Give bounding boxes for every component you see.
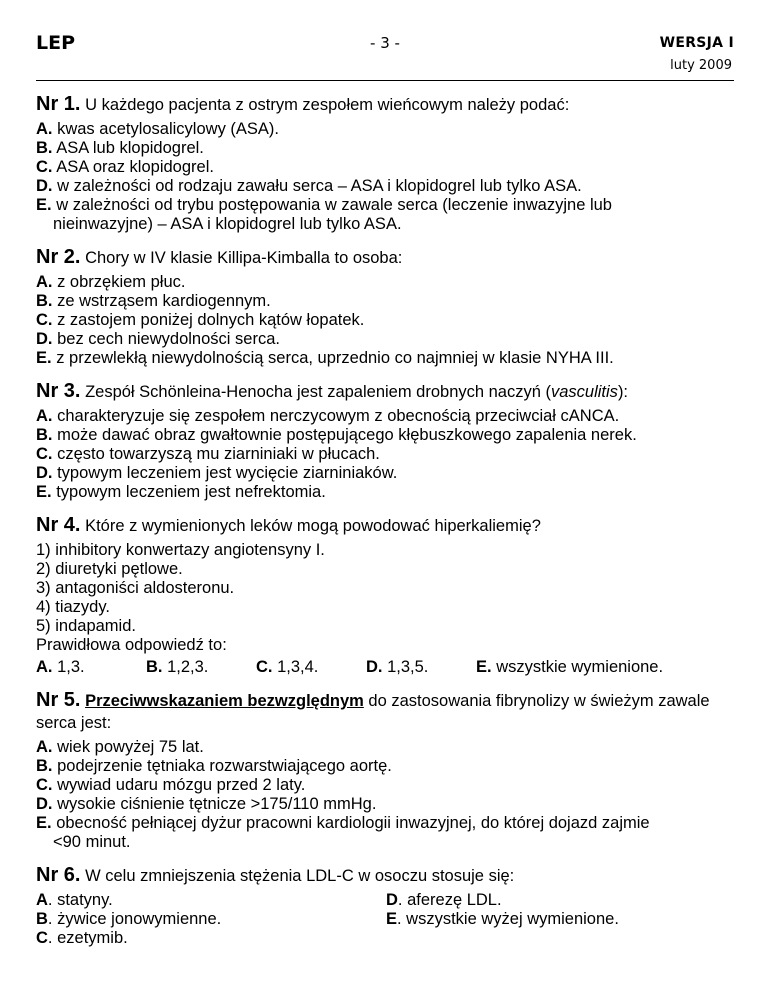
option-d: D. bez cech niewydolności serca. [36, 330, 280, 348]
question-text: do zastosowania fibrynolizy w świeżym zawale serca jest: [36, 692, 710, 732]
question-text: Chory w IV klasie Killipa-Kimballa to osoba: [85, 249, 403, 267]
option-d: D. wysokie ciśnienie tętnicze >175/110 mmHg. [36, 795, 377, 813]
option-e-continued: <90 minut. [53, 833, 131, 851]
option-e: E. w zależności od trybu postępowania w zawale serca (leczenie inwazyjne lub [36, 196, 612, 214]
list-item: 2) diuretyki pętlowe. [36, 560, 183, 578]
exam-code: LEP [36, 32, 76, 54]
answer-row [36, 657, 734, 677]
option-c: C. ezetymib. [36, 929, 128, 947]
answer-d: D. 1,3,5. [366, 658, 429, 676]
page-number: - 3 - [370, 34, 400, 52]
question-number: Nr 2. [36, 246, 81, 268]
question-1 [36, 93, 734, 234]
option-d: D. aferezę LDL. [386, 891, 502, 909]
option-b: B. żywice jonowymienne. [36, 910, 222, 928]
option-a: A. wiek powyżej 75 lat. [36, 738, 204, 756]
question-4 [36, 514, 734, 677]
question-number: Nr 5. [36, 689, 81, 711]
option-c: C. wywiad udaru mózgu przed 2 laty. [36, 776, 306, 794]
version-label: WERSJA I [659, 35, 734, 51]
answer-prompt: Prawidłowa odpowiedź to: [36, 636, 227, 654]
answer-e: E. wszystkie wymienione. [476, 658, 664, 676]
question-number: Nr 3. [36, 380, 81, 402]
question-text: Które z wymienionych leków mogą powodować hiperkaliemię? [85, 517, 541, 535]
option-e: E. typowym leczeniem jest nefrektomia. [36, 483, 326, 501]
option-b: B. ASA lub klopidogrel. [36, 139, 204, 157]
option-d: D. w zależności od rodzaju zawału serca – ASA i klopidogrel lub tylko ASA. [36, 177, 582, 195]
question-text: W celu zmniejszenia stężenia LDL-C w osoczu stosuje się: [85, 867, 515, 885]
answer-b: B. 1,2,3. [146, 658, 209, 676]
option-a: A. z obrzękiem płuc. [36, 273, 186, 291]
exam-date: luty 2009 [670, 58, 732, 73]
question-3 [36, 380, 734, 502]
question-6 [36, 864, 734, 948]
question-text: U każdego pacjenta z ostrym zespołem wieńcowym należy podać: [85, 96, 570, 114]
emphasis-text: Przeciwwskazaniem bezwzględnym [85, 692, 364, 710]
list-item: 3) antagoniści aldosteronu. [36, 579, 235, 597]
list-item: 5) indapamid. [36, 617, 136, 635]
option-b: B. może dawać obraz gwałtownie postępującego kłębuszkowego zapalenia nerek. [36, 426, 637, 444]
option-e-continued: nieinwazyjne) – ASA i klopidogrel lub tylko ASA. [53, 215, 402, 233]
question-5 [36, 689, 734, 852]
list-item: 4) tiazydy. [36, 598, 110, 616]
question-number: Nr 6. [36, 864, 81, 886]
answer-a: A. 1,3. [36, 658, 85, 676]
question-text: Zespół Schönleina-Henocha jest zapaleniem drobnych naczyń (vasculitis): [85, 383, 629, 401]
option-b: B. podejrzenie tętniaka rozwarstwiającego aortę. [36, 757, 392, 775]
page-header [36, 30, 734, 81]
option-a: A. kwas acetylosalicylowy (ASA). [36, 120, 279, 138]
option-b: B. ze wstrząsem kardiogennym. [36, 292, 271, 310]
option-e: E. obecność pełniącej dyżur pracowni kardiologii inwazyjnej, do której dojazd zajmie [36, 814, 650, 832]
option-c: C. ASA oraz klopidogrel. [36, 158, 214, 176]
option-a: A. charakteryzuje się zespołem nerczycowym z obecnością przeciwciał cANCA. [36, 407, 620, 425]
question-2 [36, 246, 734, 368]
answer-c: C. 1,3,4. [256, 658, 319, 676]
option-e: E. z przewlekłą niewydolnością serca, uprzednio co najmniej w klasie NYHA III. [36, 349, 614, 367]
option-c: C. z zastojem poniżej dolnych kątów łopatek. [36, 311, 365, 329]
question-number: Nr 4. [36, 514, 81, 536]
option-c: C. często towarzyszą mu ziarniniaki w płucach. [36, 445, 380, 463]
exam-page [36, 30, 734, 948]
question-number: Nr 1. [36, 93, 81, 115]
option-a: A. statyny. [36, 891, 113, 909]
option-e: E. wszystkie wyżej wymienione. [386, 910, 619, 928]
option-d: D. typowym leczeniem jest wycięcie ziarniniaków. [36, 464, 398, 482]
list-item: 1) inhibitory konwertazy angiotensyny I. [36, 541, 325, 559]
